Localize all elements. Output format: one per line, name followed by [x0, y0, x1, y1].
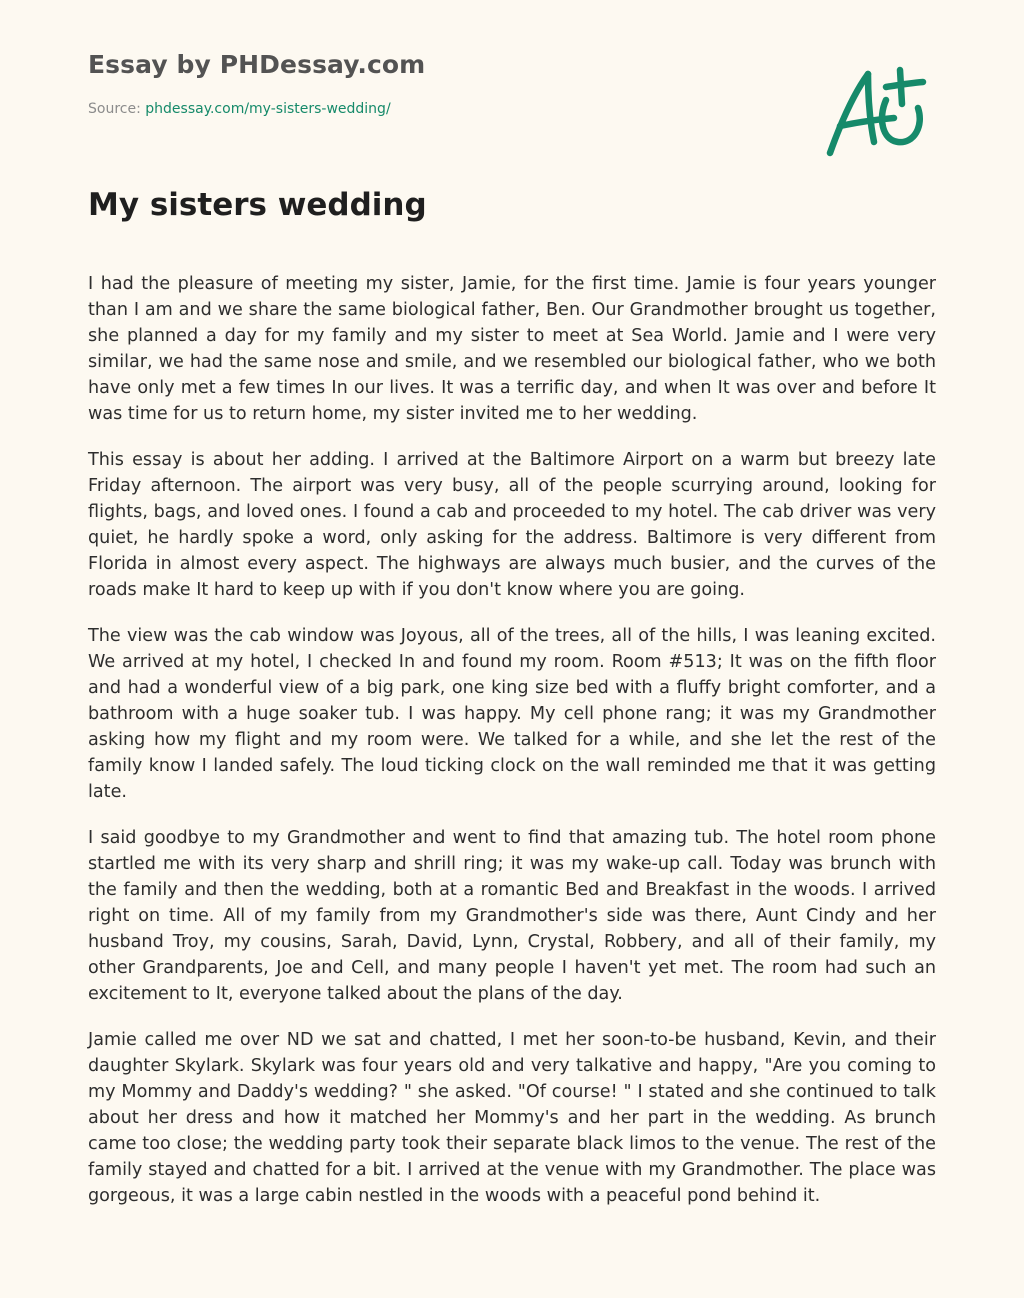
essay-paragraph: Jamie called me over ND we sat and chatted, I met her soon-to-be husband, Kevin, and their daughter Skylark. Skylark was four years old and very talkative and happy, "Are you coming to my Mommy and Daddy's wedding? " she asked. "Of course! " I stated and she continued to talk about her dress and how it matched her Mommy's and her part in the wedding. As brunch came too close; the wedding party took their separate black limos to the venue. The rest of the family stayed and chatted for a bit. I arrived at the venue with my Grandmother. The place was gorgeous, it was a large cabin nestled in the woods with a peaceful pond behind it. — [88, 1030, 936, 1206]
source-label: Source: — [88, 101, 146, 117]
source-link[interactable]: phdessay.com/my-sisters-wedding/ — [145, 101, 391, 117]
source-line — [88, 101, 391, 117]
essay-body — [88, 271, 936, 1229]
essay-paragraph: The view was the cab window was Joyous, all of the trees, all of the hills, I was leaning excited. We arrived at my hotel, I checked In and found my room. Room #513; It was on the fifth floor and had a wonderful view of a big park, one king size bed with a fluffy bright comforter, and a bathroom with a huge soaker tub. I was happy. My cell phone rang; it was my Grandmother asking how my flight and my room were. We talked for a while, and she let the rest of the family know I landed safely. The loud ticking clock on the wall reminded me that it was getting late. — [88, 626, 936, 802]
site-brand: Essay by PHDessay.com — [88, 50, 426, 79]
essay-paragraph: I had the pleasure of meeting my sister, Jamie, for the first time. Jamie is four years younger than I am and we share the same biological father, Ben. Our Grandmother brought us together, she planned a day for my family and my sister to meet at Sea World. Jamie and I were very similar, we had the same nose and smile, and we resembled our biological father, who we both have only met a few times In our lives. It was a terrific day, and when It was over and before It was time for us to return home, my sister invited me to her wedding. — [88, 274, 936, 424]
essay-paragraph: I said goodbye to my Grandmother and went to find that amazing tub. The hotel room phone startled me with its very sharp and shrill ring; it was my wake-up call. Today was brunch with the family and then the wedding, both at a romantic Bed and Breakfast in the woods. I arrived right on time. All of my family from my Grandmother's side was there, Aunt Cindy and her husband Troy, my cousins, Sarah, David, Lynn, Crystal, Robbery, and all of their family, my other Grandparents, Joe and Cell, and many people I haven't yet met. The room had such an excitement to It, everyone talked about the plans of the day. — [88, 828, 936, 1004]
a-plus-logo-icon — [818, 60, 933, 165]
essay-title: My sisters wedding — [88, 187, 427, 223]
essay-paragraph: This essay is about her adding. I arrived at the Baltimore Airport on a warm but breezy late Friday afternoon. The airport was very busy, all of the people scurrying around, looking for flights, bags, and loved ones. I found a cab and proceeded to my hotel. The cab driver was very quiet, he hardly spoke a word, only asking for the address. Baltimore is very different from Florida in almost every aspect. The highways are always much busier, and the curves of the roads make It hard to keep up with if you don't know where you are going. — [88, 450, 936, 600]
